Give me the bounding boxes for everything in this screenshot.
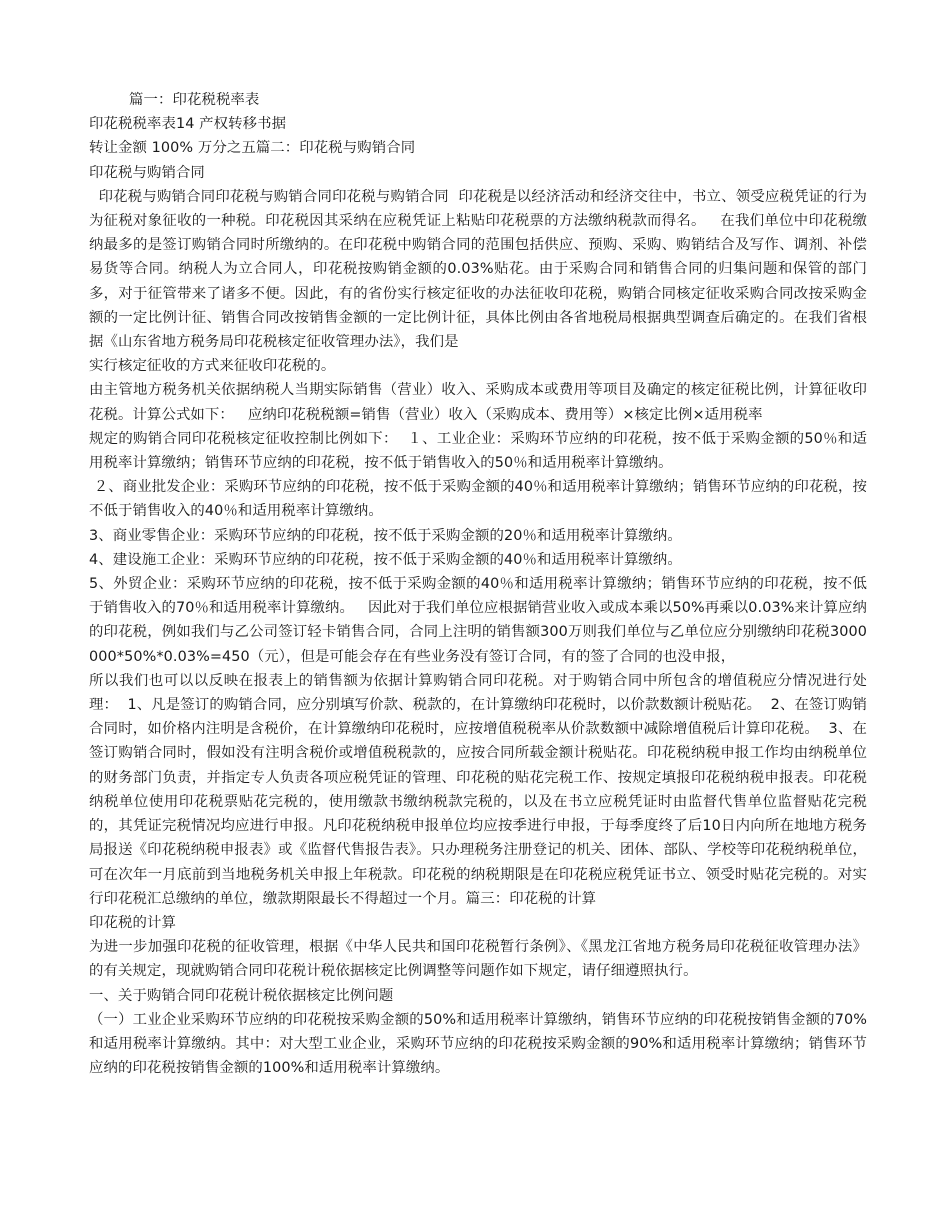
paragraph: 由主管地方税务机关依据纳税人当期实际销售（营业）收入、采购成本或费用等项目及确定的核定征税比例，计算征收印花税。计算公式如下： 应纳印花税税额=销售（营业）收入（采购成本、费用等）×核定比例×适用税率	[89, 382, 867, 423]
section-heading: 印花税的计算	[89, 914, 176, 931]
text-line: 实行核定征收的方式来征收印花税的。	[89, 358, 336, 375]
paragraph: 印花税与购销合同印花税与购销合同印花税与购销合同 印花税是以经济活动和经济交往中，书立、领受应税凭证的行为为征税对象征收的一种税。印花税因其采纳在应税凭证上粘贴印花税票的方法缴纳税款而得名。 在我们单位中印花税缴纳最多的是签订购销合同时所缴纳的。在印花税中购销合同的范围包括供应、预购、采购、购销结合及写作、调剂、补偿易货等合同。纳税人为立合同人，印花税按购销金额的0.03%贴花。由于采购合同和销售合同的归集问题和保管的部门多，对于征管带来了诸多不便。因此，有的省份实行核定征收的办法征收印花税，购销合同核定征收采购合同改按采购金额的一定比例计征、销售合同改按销售金额的一定比例计征，具体比例由各省地税局根据典型调查后确定的。在我们省根据《山东省地方税务局印花税核定征收管理办法》，我们是	[89, 188, 867, 351]
paragraph: 所以我们也可以以反映在报表上的销售额为依据计算购销合同印花税。对于购销合同中所包含的增值税应分情况进行处理： 1、凡是签订的购销合同，应分别填写价款、税款的，在计算缴纳印花税时，以价款数额计税贴花。 2、在签订购销合同时，如价格内注明是含税价，在计算缴纳印花税时，应按增值税税率从价款数额中减除增值税后计算印花税。 3、在签订购销合同时，假如没有注明含税价或增值税税款的，应按合同所载金额计税贴花。印花税纳税申报工作均由纳税单位的财务部门负责，并指定专人负责各项应税凭证的管理、印花税的贴花完税工作、按规定填报印花税纳税申报表。印花税纳税单位使用印花税票贴花完税的，使用缴款书缴纳税款完税的，以及在书立应税凭证时由监督代售单位监督贴花完税的，其凭证完税情况均应进行申报。凡印花税纳税申报单位均应按季进行申报，于每季度终了后10日内向所在地地方税务局报送《印花税纳税申报表》或《监督代售报告表》。只办理税务注册登记的机关、团体、部队、学校等印花税纳税单位，可在次年一月底前到当地税务机关申报上年税款。印花税的纳税期限是在印花税应税凭证书立、领受时贴花完税的。对实行印花税汇总缴纳的单位，缴款期限最长不得超过一个月。篇三：印花税的计算	[89, 672, 867, 907]
paragraph: 为进一步加强印花税的征收管理，根据《中华人民共和国印花税暂行条例》、《黑龙江省地方税务局印花税征收管理办法》的有关规定，现就购销合同印花税计税依据核定比例调整等问题作如下规定，请仔细遵照执行。	[89, 939, 867, 980]
text-line: 4、建设施工企业：采购环节应纳的印花税，按不低于采购金额的40％和适用税率计算缴纳。	[89, 551, 682, 568]
text-line: 转让金额 100% 万分之五篇二：印花税与购销合同	[89, 140, 416, 157]
section-heading: 印花税与购销合同	[89, 164, 205, 181]
text-line: 一、关于购销合同印花税计税依据核定比例问题	[89, 987, 394, 1004]
section-title-1: 篇一：印花税税率表	[129, 92, 260, 108]
paragraph: （一）工业企业采购环节应纳的印花税按采购金额的50%和适用税率计算缴纳，销售环节应纳的印花税按销售金额的70%和适用税率计算缴纳。其中：对大型工业企业，采购环节应纳的印花税按采购金额的90%和适用税率计算缴纳；销售环节应纳的印花税按销售金额的100%和适用税率计算缴纳。	[89, 1011, 867, 1077]
text-line: 3、商业零售企业：采购环节应纳的印花税，按不低于采购金额的20％和适用税率计算缴纳。	[89, 527, 682, 544]
text-line: 印花税税率表14 产权转移书据	[89, 116, 287, 133]
paragraph: 规定的购销合同印花税核定征收控制比例如下： １、工业企业：采购环节应纳的印花税，按不低于采购金额的50％和适用税率计算缴纳；销售环节应纳的印花税，按不低于销售收入的50％和适用税率计算缴纳。	[89, 430, 867, 472]
paragraph: 5、外贸企业：采购环节应纳的印花税，按不低于采购金额的40％和适用税率计算缴纳；销售环节应纳的印花税，按不低于销售收入的70％和适用税率计算缴纳。 因此对于我们单位应根据销营业收入或成本乘以50%再乘以0.03%来计算应纳的印花税，例如我们与乙公司签订轻卡销售合同，合同上注明的销售额300万则我们单位与乙单位应分别缴纳印花税3000000*50%*0.03%=450（元），但是可能会存在有些业务没有签订合同，有的签了合同的也没申报，	[89, 576, 867, 665]
paragraph: ２、商业批发企业：采购环节应纳的印花税，按不低于采购金额的40％和适用税率计算缴纳；销售环节应纳的印花税，按不低于销售收入的40％和适用税率计算缴纳。	[89, 479, 867, 520]
document-body	[89, 88, 867, 1080]
